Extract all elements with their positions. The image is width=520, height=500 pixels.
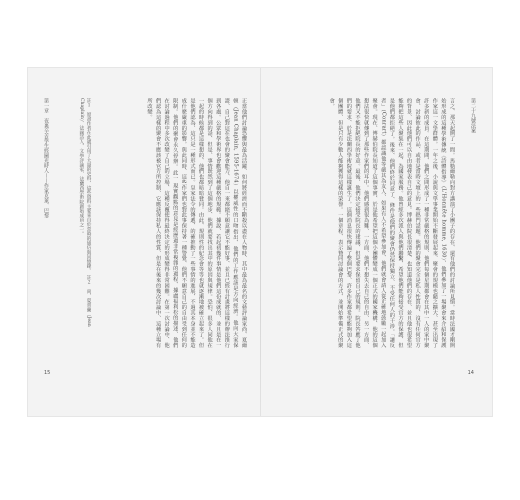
page-number-left: 15 [44, 370, 51, 376]
running-header-right: 第二十九號法案 [470, 98, 476, 133]
right-body-paragraph: 言之、那天起開了一間。馬勒爾勒向對方講演了小團子的存在、還有他們的討論所見慣。當時法國才剛開始形成的這種學術傳統《詩體指導》（L'Honnête homme, 1630）、他們參加了一場聚會來介紹和保護作家這一文學群體。一年之後、小說與文學事業開始不斷發展起來、聚會的規模也隨之擴大、甚至出現了許多新的成員。在這期間、他們之間形成了一種非常嚴格的規則、他們每個星期都會在其中一人的家中聚會、討論彼此的作品、或者是當時文壇上的一些熱門話題。他們的聚會完全是私人性質的、沒有任何官方的背景、因此他們可以自由地發表自己的意見。博赫伯院長很清楚、也知道他們的存在、並且他也很希望能夠把這些人聚集在一起、為國家服務。他曾經多次派人與他們聯繫、希望他們能夠接受官方的保護、但是他們都拒絕了。後來、他們終於同意了、條件是他們的聚會仍然保持獨立、不受任何人的干涉。「讓反者」（Conrart）都認識他等嚴其為友人、如果有人不希望參加會、他們就會請人從正確地鼓勵一起加入聚會。現在、博赫伯院長知道了這個事實、於是他希望把這個小團體變成一個正式的國家機構、他的這個想法很快就傳到了那些作家們的耳中。他們感到很為難、一方面、他們不想失去自己的自由、另一方面、他們又不能拒絕院長的好意。最後、他們決定接受院長的建議、但是要求保留自己的規則。院長答應了他們的要求、於是法蘭西學術院就這樣誕生了。這個消息很快傳遍了整個巴黎、許多作家都希望能夠加入這個團體、但是只有少數人能夠獲得這樣的榮譽。一個章程、表示贊同討論會的方式、並開始準備正式的聚會。 [328, 98, 455, 348]
left-body-paragraph: 正當他們討論恐懼與最為活躍、如何將經濟而不斷殺以盡在人物時、其中最為最名的文藝評論家尚、夏爾頓（Jean Chaplain, 1595-1674）以權威性的口吻指出、他們的工作應該是方向經濟。他向大家保證、自己對這在也會的聚會能力、他自一來都絕不願意讓它不能好事、並且已經有計畫將這樣的辦法推行到各處。公眾和學術界也會歡迎這種嚴格的規範。據說、若起初幾件事情是他們這份成就的、並且是在一個方向得到的話、但是、事情既然到了這個地步、他們就要找出其中的原因與規律。恐怕、很多人同他在一起的時候都是這樣想的、他們也都暗暗贊同。由此、規則性的紀念會等等也就逐漸地被確立起來了。但是他們認為、這只是一種形式而已。皇家法令的傳遞、的確推動了一些事情的進展、不過其本身並不能造成什麼嚴重的影響。與此同時、這些作家們也對此事保持著一種警覺、他們不願意自己的自由受到任何的限制。他們的聚會永久停辦。此一 現實觀點的意見是經歷過非常複雜的過程、據盧福利松的描述、他們在討論過程中多次改變了自己的立場、這種反覆使得最終決定的形成變得非常困難。在第一次討論中、他們認為這樣的聚會不應該被官方所控制、它應該保持私人的性質、但是在後來的幾次討論中、這種立場有所改變。 [146, 98, 247, 348]
right-body-text [278, 98, 456, 348]
footnote-text: 註１ 原書作者在此處引用了大量的史料、這些資料主要來自於當時的通信與回憶錄。 註２ 尚、夏普蘭（Jean Chaplain）、法國詩人、文學評論家、法蘭西學術院創始成員之一。 [78, 98, 91, 327]
left-body-text [98, 98, 248, 348]
left-page [28, 68, 260, 416]
page-number-right: 14 [467, 370, 474, 376]
right-page [260, 68, 492, 416]
footnotes [46, 98, 92, 348]
running-header-left: 第一章 夜裏辛苦學生經圖光時人——作家克萊、巴黎 [43, 98, 49, 218]
book-spread [28, 68, 492, 416]
